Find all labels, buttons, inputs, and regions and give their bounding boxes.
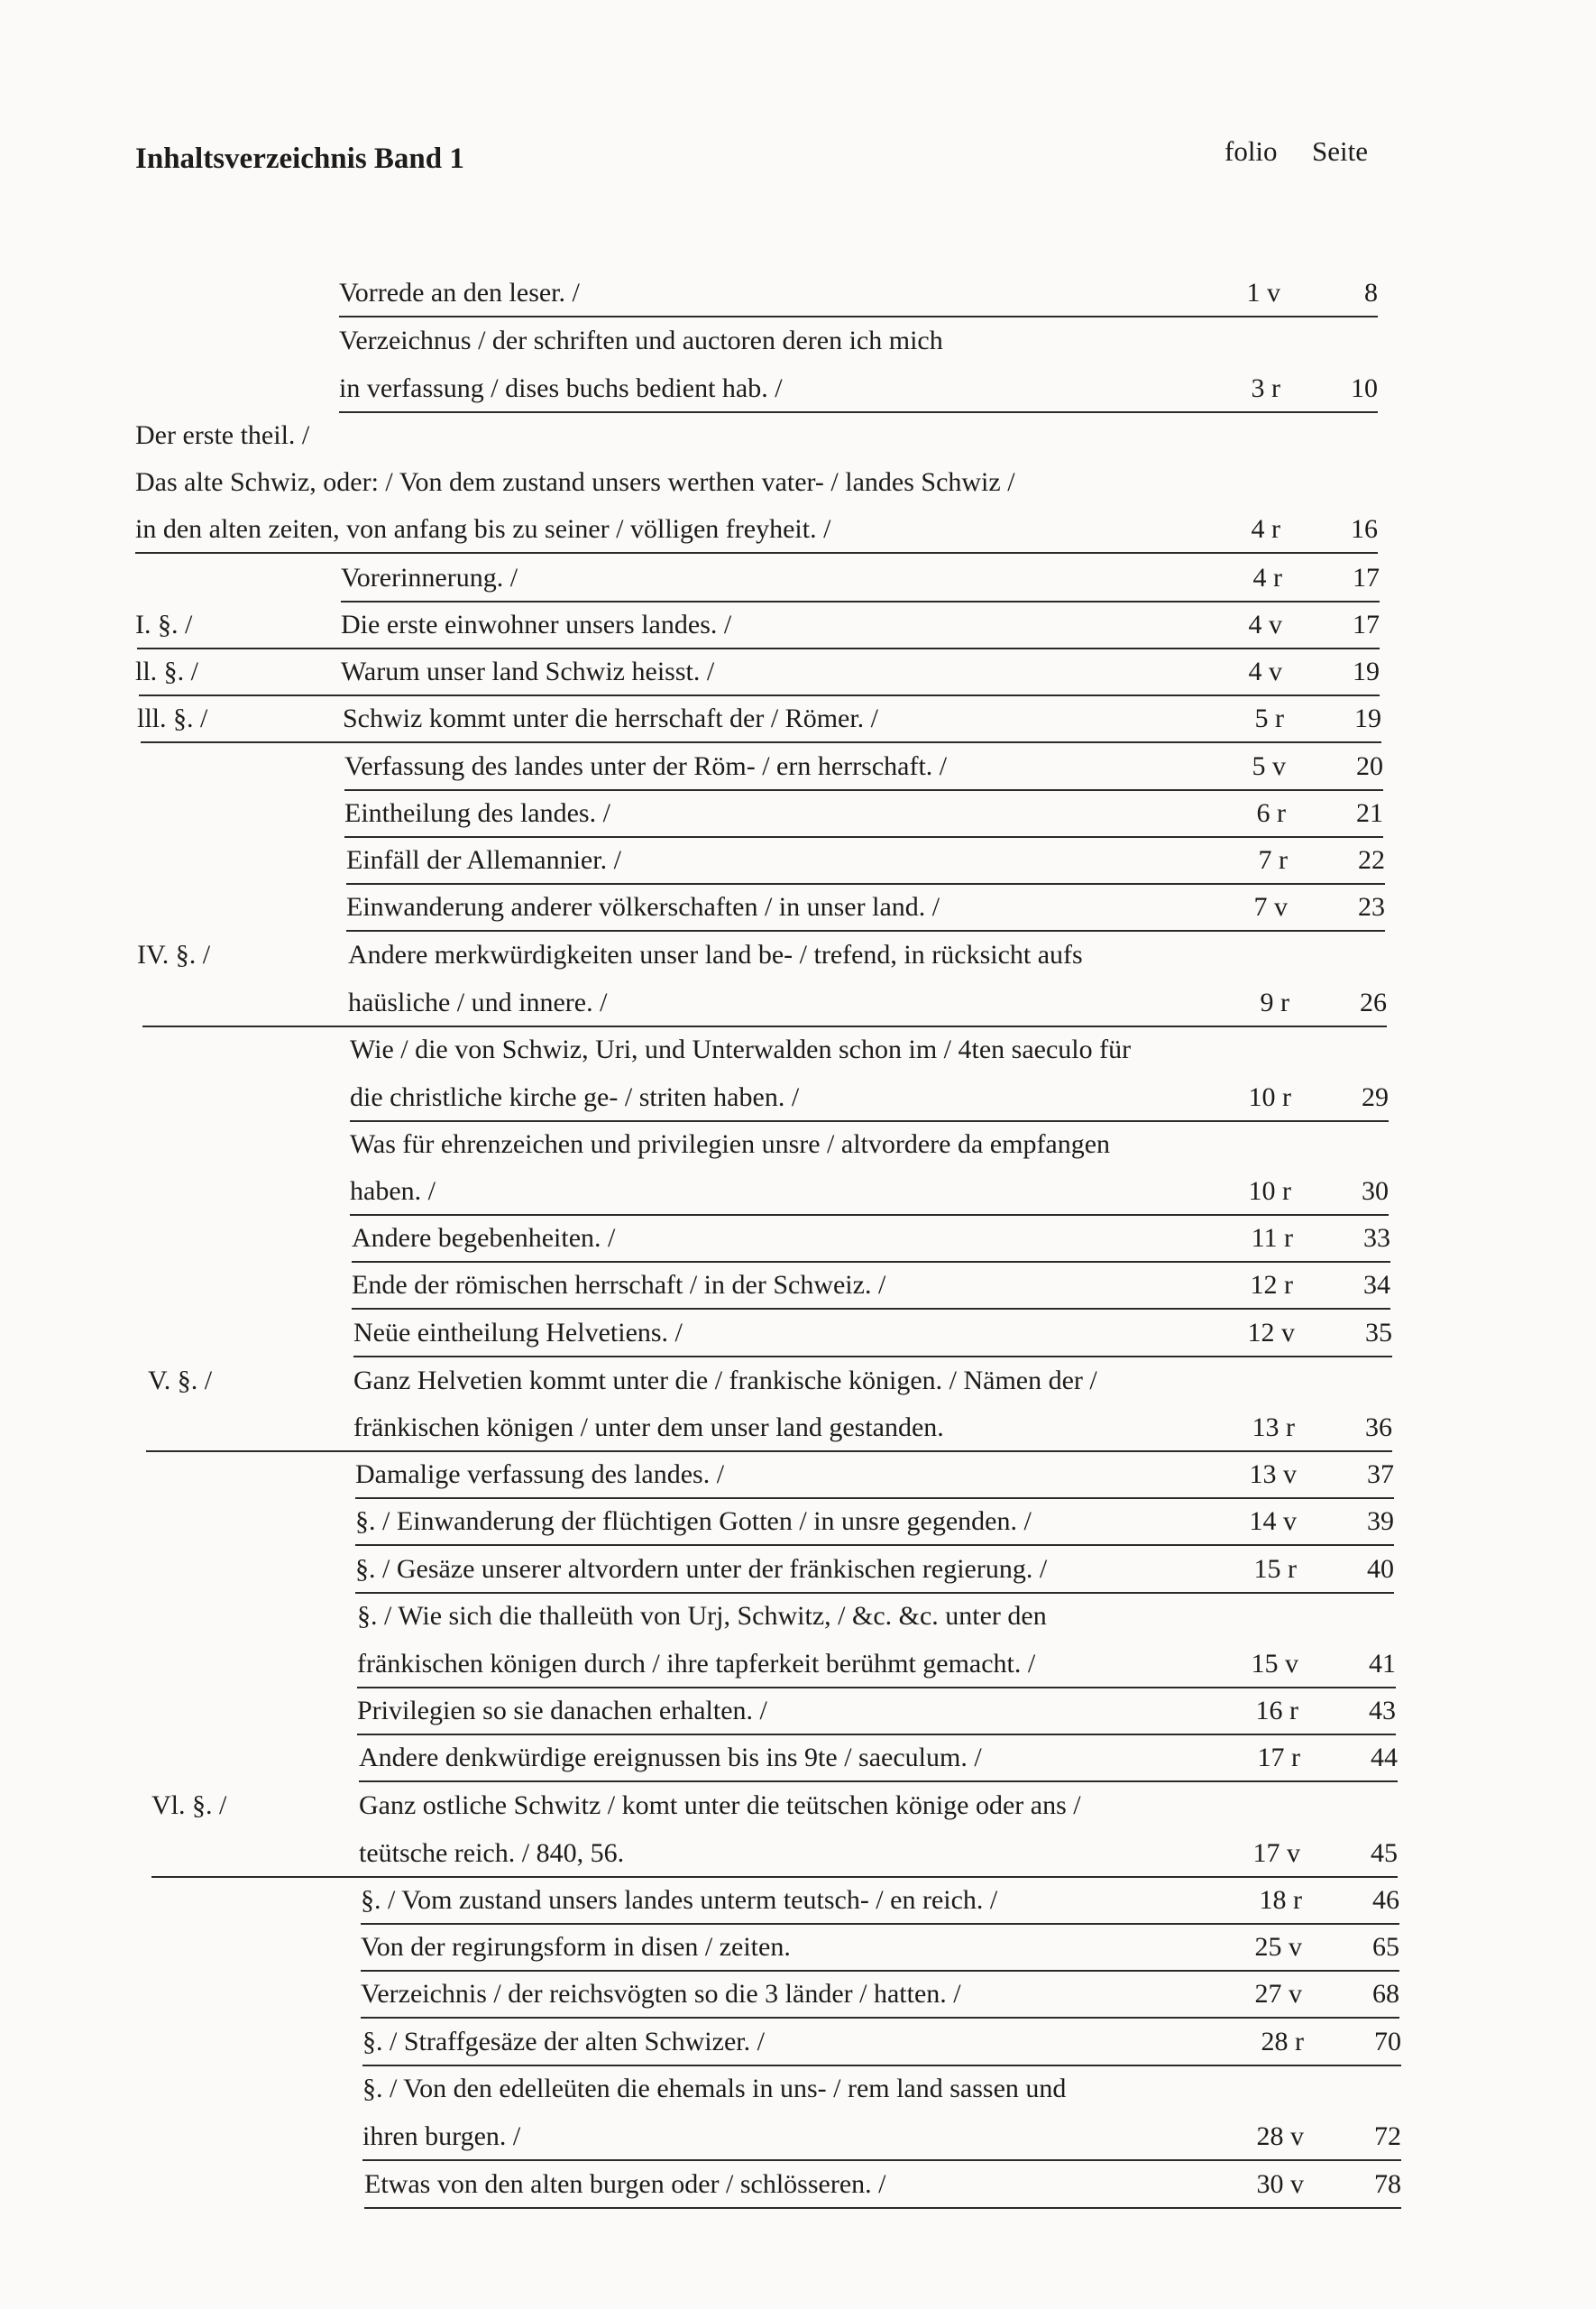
entry-title: Von der regirungsform in disen / zeiten. — [361, 1932, 791, 1962]
divider — [141, 741, 343, 743]
entry-title: Was für ehrenzeichen und privilegien unsre / altvordere da empfangen — [350, 1129, 1111, 1159]
entry-page: 20 — [1356, 751, 1383, 781]
entry-folio: 4 v — [1248, 657, 1282, 686]
entry-title: fränkischen königen / unter dem unser land gestanden. — [353, 1412, 944, 1442]
entry-page: 68 — [1372, 1979, 1399, 2009]
entry-title: in verfassung / dises buchs bedient hab. / — [339, 373, 783, 403]
section-label: V. §. / — [148, 1366, 213, 1395]
entry-page: 36 — [1365, 1412, 1392, 1442]
page-title: Inhaltsverzeichnis Band 1 — [135, 143, 464, 175]
toc-entry-line — [353, 1405, 1392, 1452]
entry-page: 21 — [1356, 798, 1383, 828]
entry-folio: 5 v — [1252, 751, 1286, 781]
toc-entry-line — [357, 1688, 1396, 1735]
entry-page: 78 — [1374, 2169, 1401, 2199]
entry-title: Der erste theil. / — [135, 420, 310, 450]
entry-title: Verzeichnis / der reichsvögten so die 3 länder / hatten. / — [361, 1979, 961, 2009]
entry-title: Ganz ostliche Schwitz / komt unter die teütschen könige oder ans / — [359, 1790, 1081, 1820]
toc-entry-line — [350, 1169, 1389, 1216]
entry-title: Das alte Schwiz, oder: / Von dem zustand unsers werthen vater- / landes Schwiz / — [135, 467, 1015, 497]
entry-folio: 17 r — [1257, 1743, 1300, 1772]
entry-title: Die erste einwohner unsers landes. / — [341, 610, 732, 639]
entry-title: Etwas von den alten burgen oder / schlösseren. / — [364, 2169, 886, 2199]
entry-folio: 28 r — [1261, 2027, 1304, 2056]
entry-page: 34 — [1363, 1270, 1390, 1300]
entry-folio: 13 v — [1249, 1459, 1297, 1489]
entry-folio: 28 v — [1256, 2121, 1304, 2151]
entry-folio: 4 r — [1251, 514, 1280, 544]
entry-title: ihren burgen. / — [362, 2121, 521, 2151]
toc-entry-line — [352, 1263, 1390, 1310]
entry-title: fränkischen königen durch / ihre tapferkeit berühmt gemacht. / — [357, 1649, 1036, 1679]
entry-page: 16 — [1351, 514, 1378, 544]
toc-entry-line — [362, 2019, 1401, 2066]
entry-page: 22 — [1358, 845, 1385, 875]
entry-title: Andere denkwürdige ereignussen bis ins 9te / saeculum. / — [359, 1743, 982, 1772]
entry-page: 19 — [1354, 704, 1381, 733]
toc-entry-line — [343, 696, 1381, 743]
entry-folio: 17 v — [1252, 1838, 1300, 1868]
toc-entry-line — [359, 1735, 1398, 1782]
entry-title: in den alten zeiten, von anfang bis zu seiner / völligen freyheit. / — [135, 514, 831, 544]
section-label: Vl. §. / — [151, 1790, 227, 1820]
entry-title: §. / Gesäze unserer altvordern unter der fränkischen regierung. / — [355, 1554, 1048, 1584]
toc-entry-line — [344, 791, 1383, 838]
entry-title: Neüe eintheilung Helvetiens. / — [353, 1318, 683, 1348]
entry-page: 19 — [1353, 657, 1380, 686]
toc-entry-line — [348, 980, 1387, 1027]
entry-page: 17 — [1353, 610, 1380, 639]
entry-page: 65 — [1372, 1932, 1399, 1962]
entry-folio: 6 r — [1256, 798, 1286, 828]
entry-page: 10 — [1351, 373, 1378, 403]
entry-page: 26 — [1360, 988, 1387, 1017]
toc-entry-line — [361, 1925, 1399, 1972]
entry-folio: 10 r — [1248, 1082, 1291, 1112]
toc-entry-line — [135, 460, 1378, 505]
column-header-folio: folio — [1225, 135, 1278, 167]
divider — [142, 1026, 350, 1027]
toc-entry-line — [355, 1499, 1394, 1546]
toc-entry-line — [346, 838, 1385, 885]
entry-title: die christliche kirche ge- / striten haben. / — [350, 1082, 800, 1112]
toc-entry-line — [361, 1878, 1399, 1925]
entry-title: Andere merkwürdigkeiten unser land be- / trefend, in rücksicht aufs — [348, 940, 1083, 970]
entry-title: haben. / — [350, 1176, 436, 1206]
toc-entry-line — [353, 1358, 1392, 1403]
entry-page: 30 — [1362, 1176, 1389, 1206]
entry-title: §. / Von den edelleüten die ehemals in uns- / rem land sassen und — [362, 2074, 1067, 2103]
entry-folio: 1 v — [1246, 278, 1280, 308]
toc-entry-line — [357, 1594, 1396, 1639]
section-label: ll. §. / — [135, 657, 199, 686]
entry-title: Warum unser land Schwiz heisst. / — [341, 657, 715, 686]
entry-folio: 15 r — [1253, 1554, 1297, 1584]
entry-title: §. / Wie sich die thalleüth von Urj, Schwitz, / &c. &c. unter den — [357, 1601, 1047, 1631]
entry-folio: 11 r — [1251, 1223, 1293, 1253]
entry-folio: 4 r — [1252, 563, 1282, 593]
entry-title: Vorerinnerung. / — [341, 563, 518, 593]
entry-title: Verfassung des landes unter der Röm- / ern herrschaft. / — [344, 751, 948, 781]
entry-title: Damalige verfassung des landes. / — [355, 1459, 725, 1489]
entry-page: 8 — [1364, 278, 1378, 308]
entry-folio: 27 v — [1254, 1979, 1302, 2009]
entry-page: 43 — [1369, 1696, 1396, 1725]
entry-title: §. / Straffgesäze der alten Schwizer. / — [362, 2027, 765, 2056]
divider — [151, 1876, 361, 1878]
toc-entry-line — [135, 507, 1378, 554]
entry-title: §. / Vom zustand unsers landes unterm teutsch- / en reich. / — [361, 1885, 998, 1915]
entry-page: 70 — [1374, 2027, 1401, 2056]
entry-title: Eintheilung des landes. / — [344, 798, 610, 828]
entry-title: Schwiz kommt unter die herrschaft der / Römer. / — [343, 704, 879, 733]
toc-entry-line — [341, 649, 1380, 696]
entry-title: Verzeichnus / der schriften und auctoren deren ich mich — [339, 326, 943, 355]
toc-entry-line — [361, 1972, 1399, 2019]
entry-title: Privilegien so sie danachen erhalten. / — [357, 1696, 767, 1725]
entry-folio: 12 v — [1247, 1318, 1295, 1348]
toc-entry-line — [346, 885, 1385, 932]
divider — [146, 1450, 355, 1452]
toc-entry-line — [350, 1075, 1389, 1122]
toc-entry-line — [341, 556, 1380, 603]
toc-entry-line — [355, 1452, 1394, 1499]
toc-entry-line — [357, 1642, 1396, 1688]
entry-folio: 4 v — [1248, 610, 1282, 639]
entry-page: 41 — [1369, 1649, 1396, 1679]
entry-page: 17 — [1353, 563, 1380, 593]
toc-entry-line — [364, 2162, 1401, 2209]
entry-page: 46 — [1372, 1885, 1399, 1915]
toc-entry-line — [341, 603, 1380, 649]
toc-entry-line — [339, 271, 1378, 317]
toc-entry-line — [339, 366, 1378, 413]
toc-entry-line — [362, 2066, 1401, 2111]
entry-folio: 30 v — [1256, 2169, 1304, 2199]
section-label: IV. §. / — [137, 940, 211, 970]
entry-page: 40 — [1367, 1554, 1394, 1584]
section-label: I. §. / — [135, 610, 193, 639]
entry-folio: 5 r — [1254, 704, 1284, 733]
toc-entry-line — [359, 1831, 1398, 1878]
toc-entry-line — [362, 2114, 1401, 2161]
entry-folio: 13 r — [1252, 1412, 1295, 1442]
entry-folio: 7 v — [1253, 892, 1288, 922]
entry-folio: 9 r — [1260, 988, 1289, 1017]
entry-folio: 15 v — [1251, 1649, 1298, 1679]
entry-folio: 7 r — [1258, 845, 1288, 875]
toc-entry-line — [353, 1311, 1392, 1357]
entry-folio: 3 r — [1251, 373, 1280, 403]
entry-title: Einfäll der Allemannier. / — [346, 845, 621, 875]
toc-entry-line — [350, 1027, 1389, 1072]
divider — [135, 552, 341, 554]
entry-title: Ende der römischen herrschaft / in der Schweiz. / — [352, 1270, 886, 1300]
entry-page: 45 — [1371, 1838, 1398, 1868]
section-label: lll. §. / — [137, 704, 208, 733]
entry-page: 23 — [1358, 892, 1385, 922]
toc-entry-line — [355, 1547, 1394, 1594]
entry-title: teütsche reich. / 840, 56. — [359, 1838, 625, 1868]
entry-title: Einwanderung anderer völkerschaften / in unser land. / — [346, 892, 940, 922]
entry-title: Andere begebenheiten. / — [352, 1223, 616, 1253]
entry-title: Vorrede an den leser. / — [339, 278, 580, 308]
entry-page: 72 — [1374, 2121, 1401, 2151]
entry-title: §. / Einwanderung der flüchtigen Gotten / in unsre gegenden. / — [355, 1506, 1032, 1536]
toc-entry-line — [352, 1216, 1390, 1263]
entry-page: 33 — [1363, 1223, 1390, 1253]
toc-entry-line — [348, 933, 1387, 978]
entry-title: Ganz Helvetien kommt unter die / frankische königen. / Nämen der / — [353, 1366, 1097, 1395]
entry-folio: 18 r — [1259, 1885, 1302, 1915]
column-header-seite: Seite — [1312, 135, 1368, 167]
entry-page: 44 — [1371, 1743, 1398, 1772]
toc-entry-line — [359, 1783, 1398, 1828]
entry-page: 37 — [1367, 1459, 1394, 1489]
entry-page: 29 — [1362, 1082, 1389, 1112]
entry-folio: 10 r — [1248, 1176, 1291, 1206]
entry-folio: 16 r — [1255, 1696, 1298, 1725]
entry-title: Wie / die von Schwiz, Uri, und Unterwalden schon im / 4ten saeculo für — [350, 1035, 1132, 1064]
entry-page: 35 — [1365, 1318, 1392, 1348]
entry-folio: 14 v — [1249, 1506, 1297, 1536]
toc-entry-line — [344, 744, 1383, 791]
entry-page: 39 — [1367, 1506, 1394, 1536]
entry-folio: 25 v — [1254, 1932, 1302, 1962]
entry-title: haüsliche / und innere. / — [348, 988, 608, 1017]
entry-folio: 12 r — [1250, 1270, 1293, 1300]
toc-entry-line — [350, 1122, 1389, 1167]
toc-entry-line — [339, 318, 1378, 363]
toc-entry-line — [135, 413, 1378, 458]
